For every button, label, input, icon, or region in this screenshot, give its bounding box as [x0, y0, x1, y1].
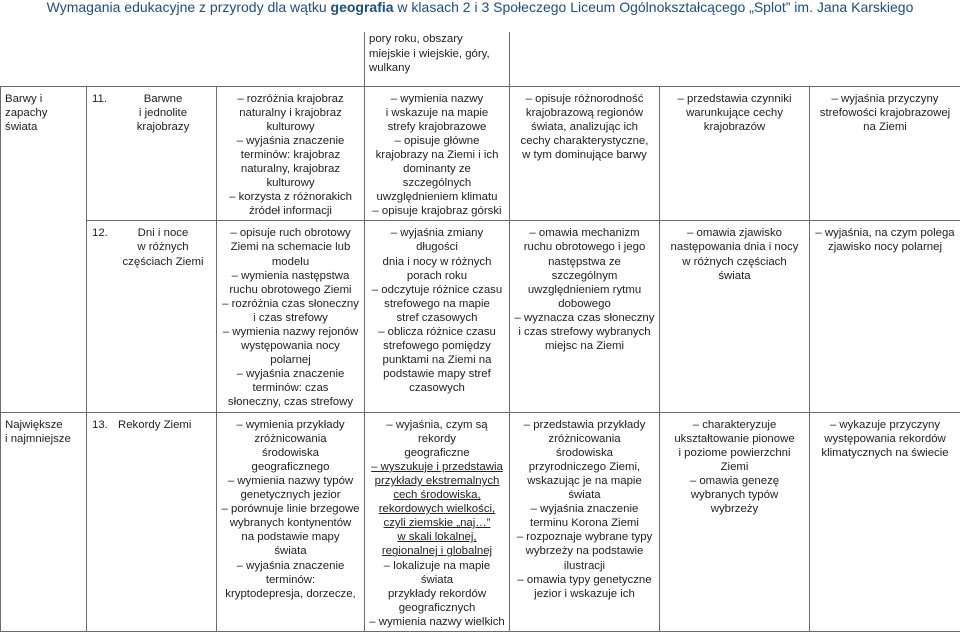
lesson-topic: Dni i noce w różnych częściach Ziemi — [118, 226, 212, 268]
req-c5: – wykazuje przyczyny występowania rekordów klimatycznych na świecie — [810, 412, 960, 631]
req-c2 — [365, 412, 510, 631]
lesson-cell — [87, 221, 217, 412]
lesson-number: 13. — [92, 418, 118, 432]
req-c1: – wymienia przykłady zróżnicowania środowiska geograficznego – wymienia nazwy typów genetycznych jezior – porównuje linie brzegowe wybranych kontynentów na podstawie mapy świata – wyjaśnia znaczenie terminów: kryptodepresja, dorzecze, — [217, 412, 365, 631]
req-c1-text: – opisuje ruch obrotowy Ziemi na schemacie lub modelu – wymienia następstwa ruchu obrotowego Ziemi – rozróżnia czas słoneczny i czas strefowy – wymienia nazwy rejonów występowania nocy polarnej – wyjaśnia znaczenie terminów: czas słoneczny, czas strefowy — [222, 227, 359, 408]
lesson-cell — [87, 412, 217, 631]
req-c4: – przedstawia czynniki warunkujące cechy krajobrazów — [660, 86, 810, 221]
lesson-number: 11. — [92, 92, 118, 134]
req-c3: – opisuje różnorodność krajobrazową regionów świata, analizując ich cechy charakterystyczne, w tym dominujące barwy — [510, 86, 660, 221]
req-c3: – przedstawia przykłady zróżnicowania środowiska przyrodniczego Ziemi, wskazując je na mapie świata – wyjaśnia znaczenie terminu Korona Ziemi – rozpoznaje wybrane typy wybrzeży na podstawie ilustracji – omawia typy genetyczne jezior i wskazuje ich — [510, 412, 660, 631]
table-row — [1, 221, 960, 412]
requirements-table — [0, 32, 960, 632]
req-c2: – wyjaśnia zmiany długości dnia i nocy w różnych porach roku – odczytuje różnice czasu strefowego na mapie stref czasowych – oblicza różnice czasu strefowego pomiędzy punktami na Ziemi na podstawie mapy stref czasowych — [365, 221, 510, 412]
section-label: Barwy i zapachy świata — [1, 86, 87, 412]
table-row — [1, 412, 960, 631]
req-c4: – omawia zjawisko następowania dnia i nocy w różnych częściach świata — [660, 221, 810, 412]
req-c2-part-a: – wyjaśnia, czym są rekordy geograficzne — [369, 418, 505, 460]
lesson-number: 12. — [92, 226, 118, 268]
req-c1: – rozróżnia krajobraz naturalny i krajobraz kulturowy – wyjaśnia znaczenie terminów: krajobraz naturalny, krajobraz kulturowy – korzysta z różnorakich źródeł informacji — [217, 86, 365, 221]
req-c2-part-c: – lokalizuje na mapie świata przykłady rekordów geograficznych – wymienia nazwy wielkich — [369, 559, 505, 629]
table-row — [1, 86, 960, 221]
lesson-topic: Barwne i jednolite krajobrazy — [118, 92, 212, 134]
req-c3: – omawia mechanizm ruchu obrotowego i jego następstwa ze szczególnym uwzględnieniem rytmu dobowego – wyznacza czas słoneczny i czas strefowy wybranych miejsc na Ziemi — [510, 221, 660, 412]
req-c5: – wyjaśnia przyczyny strefowości krajobrazowej na Ziemi — [810, 86, 960, 221]
req-c1 — [217, 221, 365, 412]
req-c2-part-b: – wyszukuje i przedstawia przykłady ekstremalnych cech środowiska, rekordowych wielkości, czyli ziemskie „naj…” w skali lokalnej, regionalnej i globalnej — [369, 460, 505, 559]
lesson-cell — [87, 86, 217, 221]
table-row-fragment — [1, 32, 960, 86]
page-header: Wymagania edukacyjne z przyrody dla wątku geografia w klasach 2 i 3 Społeczego Liceum Ogólnokształcącego „Splot” im. Jana Karskiego — [0, 0, 960, 22]
req-c5: – wyjaśnia, na czym polega zjawisko nocy polarnej — [810, 221, 960, 412]
req-c2: – wymienia nazwy i wskazuje na mapie strefy krajobrazowe – opisuje główne krajobrazy na Ziemi i ich dominanty ze szczególnych uwzględnieniem klimatu – opisuje krajobraz górski — [365, 86, 510, 221]
section-label: Największe i najmniejsze — [1, 412, 87, 631]
req-c4: – charakteryzuje ukształtowanie pionowe i poziome powierzchni Ziemi – omawia genezę wybranych typów wybrzeży — [660, 412, 810, 631]
cell-fragment-c2: pory roku, obszary miejskie i wiejskie, góry, wulkany — [365, 32, 510, 86]
lesson-topic: Rekordy Ziemi — [118, 418, 212, 432]
